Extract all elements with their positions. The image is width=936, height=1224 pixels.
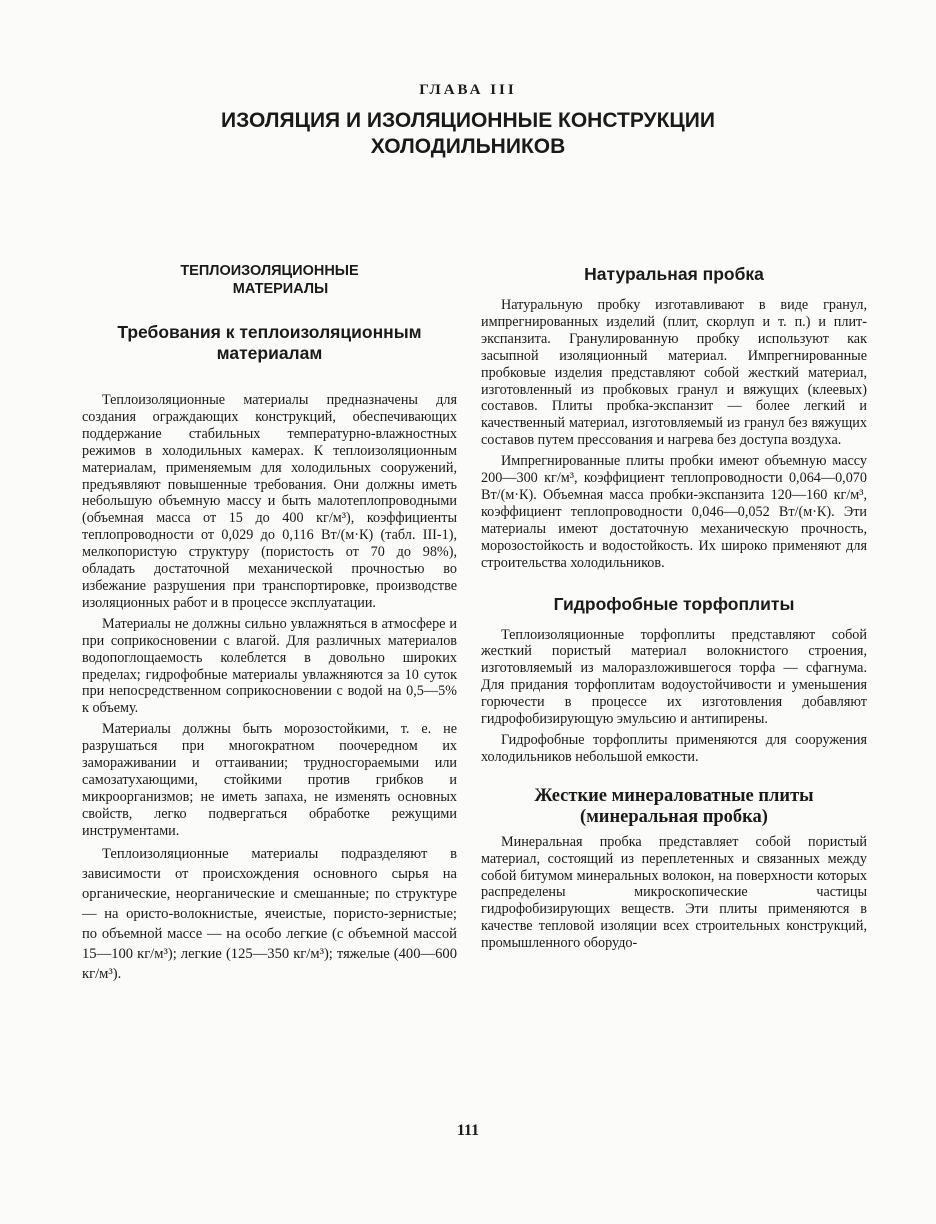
heading-peat-plates: Гидрофобные торфоплиты xyxy=(553,593,795,614)
section-heading xyxy=(82,262,457,298)
right-column xyxy=(481,264,867,956)
chapter-label: ГЛАВА III xyxy=(419,82,517,98)
paragraph: Материалы должны быть морозостойкими, т. е. не разрушаться при многократном поочередном их замораживании и оттаивании; трудносгораемыми или самозатухающими, стойкими против грибков и микроорганизмов; не иметь запаха, не изменять основных свойств, легко подвергаться обработке режущими инструментами. xyxy=(82,721,457,839)
paragraph: Материалы не должны сильно увлажняться в атмосфере и при соприкосновении с влагой. Для различных материалов водопоглощаемость колеблется в довольно широких пределах; гидрофобные материалы увлажняются за 10 суток при непосредственном соприкосновении с водой на 0,5—5% к объему. xyxy=(82,615,457,717)
chapter-title-line-1: ИЗОЛЯЦИЯ И ИЗОЛЯЦИОННЫЕ КОНСТРУКЦИИ xyxy=(221,109,715,132)
subheading-line-1: Требования к теплоизоляционным xyxy=(117,322,422,342)
section-heading-line-2: МАТЕРИАЛЫ xyxy=(232,281,329,297)
left-column xyxy=(82,262,457,988)
page-number: 111 xyxy=(456,1122,480,1139)
paragraph: Натуральную пробку изготавливают в виде гранул, импрегнированных изделий (плит, скорлуп и т. п.) и плит-экспанзита. Гранулированную пробку используют как засыпной изоляционный материал. Импрегнированные пробковые изделия представляют собой жесткий материал, изготовленный из пробковых гранул и вяжущих (клеевых) составов. Плиты пробка-экспанзит — более легкий и качественный материал, изготовляемый из гранул без вяжущих составов путем прессования и нагрева без доступа воздуха. xyxy=(481,297,867,449)
heading-mineral-wool-line-2: (минеральная пробка) xyxy=(580,806,768,827)
paragraph: Теплоизоляционные торфоплиты представляют собой жесткий пористый материал волокнистого строения, изготовляемый из малоразложившегося торфа — сфагнума. Для придания торфоплитам водоустойчивости и уменьшения горючести в процессе их изготовления добавляют гидрофобизирующую эмульсию и антипирены. xyxy=(481,626,867,728)
paragraph: Импрегнированные плиты пробки имеют объемную массу 200—300 кг/м³, коэффициент теплопроводности 0,064—0,070 Вт/(м·К). Объемная масса пробки-экспанзита 120—160 кг/м³, коэффициент теплопроводности 0,046—0,052 Вт/(м·К). Эти материалы имеют достаточную механическую прочность, морозостойкость и водостойкость. Их широко применяют для строительства холодильников. xyxy=(481,453,867,571)
paragraph: Минеральная пробка представляет собой пористый материал, состоящий из переплетенных и связанных между собой битумом минеральных волокон, на поверхности которых распределены микроскопические частицы гидрофобизирующих веществ. Эти плиты применяются в качестве тепловой изоляции всех строительных конструкций, промышленного оборудо- xyxy=(481,833,867,952)
chapter-title xyxy=(0,108,936,160)
heading-mineral-wool xyxy=(481,786,867,828)
subheading-line-2: материалам xyxy=(216,343,323,363)
subheading-requirements xyxy=(82,322,457,364)
heading-mineral-wool-line-1: Жесткие минераловатные плиты xyxy=(534,785,814,806)
chapter-title-line-2: ХОЛОДИЛЬНИКОВ xyxy=(370,135,566,158)
heading-natural-cork: Натуральная пробка xyxy=(584,264,764,284)
paragraph: Теплоизоляционные материалы предназначены для создания ограждающих конструкций, обеспечивающих поддержание стабильных температурно-влажностных режимов в холодильных камерах. К теплоизоляционным материалам, применяемым для холодильных сооружений, предъявляют повышенные требования. Они должны иметь небольшую объемную массу и быть малотеплопроводными (объемная масса от 15 до 400 кг/м³), коэффициенты теплопроводности от 0,029 до 0,116 Вт/(м·К) (табл. III-1), мелкопористую структуру (пористость от 70 до 98%), обладать достаточной механической прочностью во избежание разрушения при транспортировке, производстве изоляционных работ и в процессе эксплуатации. xyxy=(82,392,457,611)
section-heading-line-1: ТЕПЛОИЗОЛЯЦИОННЫЕ xyxy=(180,263,359,279)
paragraph: Теплоизоляционные материалы подразделяют в зависимости от происхождения основного сырья на органические, неорганические и смешанные; по структуре — на ористо-волокнистые, ячеистые, пористо-зернистые; по объемной массе — на особо легкие (с объемной массой 15—100 кг/м³); легкие (125—350 кг/м³); тяжелые (400—600 кг/м³). xyxy=(82,845,457,982)
paragraph: Гидрофобные торфоплиты применяются для сооружения холодильников небольшой емкости. xyxy=(481,731,867,765)
